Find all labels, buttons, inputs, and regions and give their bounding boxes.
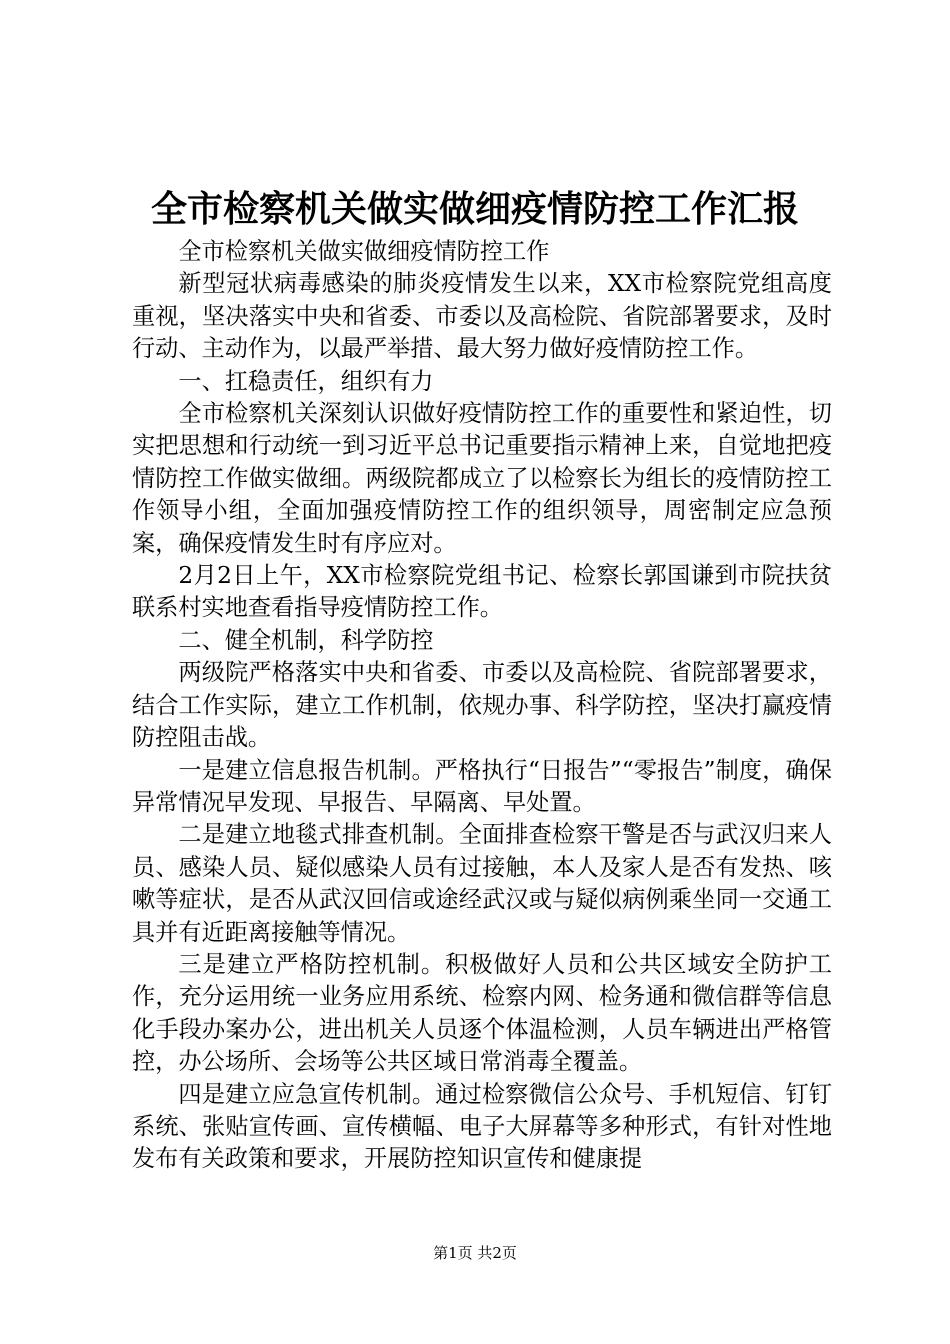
paragraph: 2月2日上午，XX市检察院党组书记、检察长郭国谦到市院扶贫联系村实地查看指导疫情防控工作。: [132, 562, 832, 622]
paragraph: 二是建立地毯式排查机制。全面排查检察干警是否与武汉归来人员、感染人员、疑似感染人员有过接触，本人及家人是否有发热、咳嗽等症状，是否从武汉回信或途经武汉或与疑似病例乘坐同一交通工具并有近距离接触等情况。: [132, 821, 832, 946]
paragraph-intro: 新型冠状病毒感染的肺炎疫情发生以来，XX市检察院党组高度重视，坚决落实中央和省委、市委以及高检院、省院部署要求，及时行动、主动作为，以最严举措、最大努力做好疫情防控工作。: [132, 270, 832, 363]
paragraph: 一是建立信息报告机制。严格执行“日报告”“零报告”制度，确保异常情况早发现、早报告、早隔离、早处置。: [132, 756, 832, 816]
document-body: [132, 236, 832, 1176]
document-title: 全市检察机关做实做细疫情防控工作汇报: [150, 188, 799, 230]
section-heading-1: 一、扛稳责任，组织有力: [178, 367, 434, 395]
page-footer: 第1页 共2页: [433, 1244, 517, 1262]
paragraph: 两级院严格落实中央和省委、市委以及高检院、省院部署要求，结合工作实际，建立工作机制，依规办事、科学防控，坚决打赢疫情防控阻击战。: [132, 659, 832, 752]
paragraph: 四是建立应急宣传机制。通过检察微信公众号、手机短信、钉钉系统、张贴宣传画、宣传横幅、电子大屏幕等多种形式，有针对性地发布有关政策和要求，开展防控知识宣传和健康提: [132, 1080, 832, 1173]
paragraph: 三是建立严格防控机制。积极做好人员和公共区域安全防护工作，充分运用统一业务应用系统、检察内网、检务通和微信群等信息化手段办案办公，进出机关人员逐个体温检测，人员车辆进出严格管控，办公场所、会场等公共区域日常消毒全覆盖。: [132, 950, 832, 1076]
section-heading-2: 二、健全机制，科学防控: [178, 626, 434, 654]
paragraph-subtitle: 全市检察机关做实做细疫情防控工作: [178, 238, 550, 265]
paragraph: 全市检察机关深刻认识做好疫情防控工作的重要性和紧迫性，切实把思想和行动统一到习近平总书记重要指示精神上来，自觉地把疫情防控工作做实做细。两级院都成立了以检察长为组长的疫情防控工作领导小组，全面加强疫情防控工作的组织领导，周密制定应急预案，确保疫情发生时有序应对。: [132, 400, 832, 557]
